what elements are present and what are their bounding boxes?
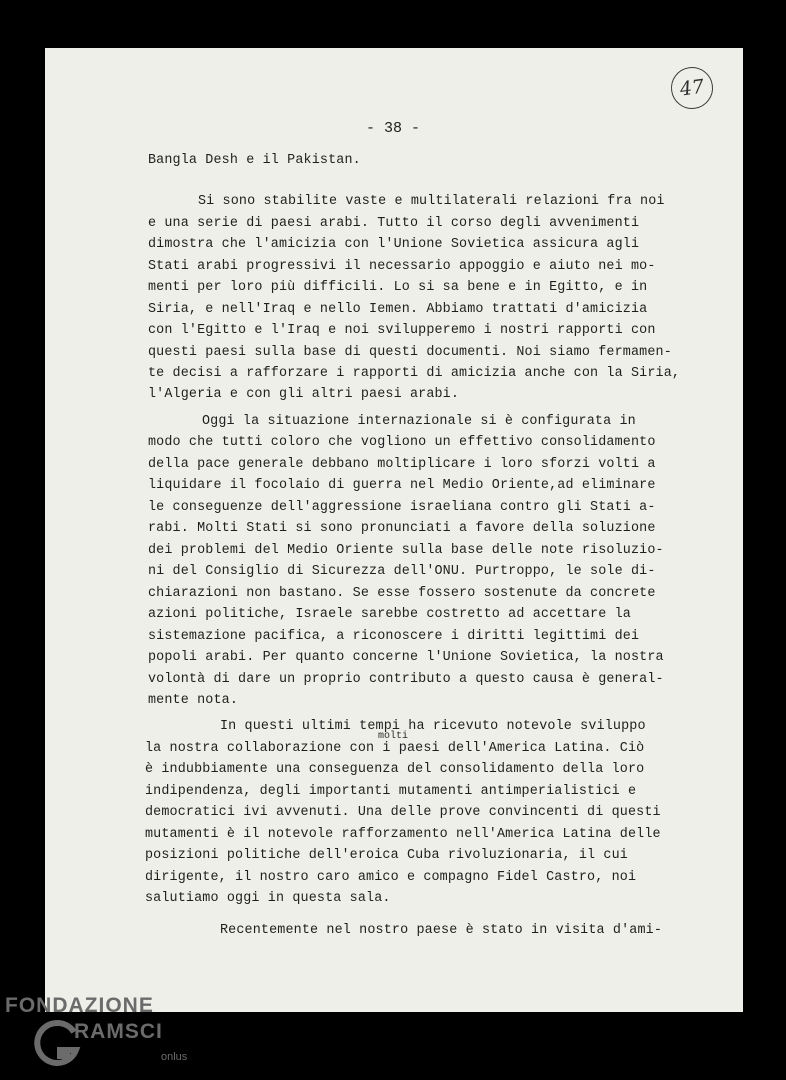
text-line: democratici ivi avvenuti. Una delle prove convincenti di questi	[145, 805, 661, 820]
text-line: In questi ultimi tempi ha ricevuto notevole sviluppo	[220, 719, 646, 734]
text-line: sistemazione pacifica, a riconoscere i diritti legittimi dei	[148, 629, 640, 644]
text-line: dirigente, il nostro caro amico e compagno Fidel Castro, noi	[145, 870, 637, 885]
watermark-line-2: RAMSCI	[74, 1020, 163, 1043]
text-line: dei problemi del Medio Oriente sulla base delle note risoluzio-	[148, 543, 664, 558]
text-line: Oggi la situazione internazionale si è configurata in	[202, 414, 636, 429]
text-line: Stati arabi progressivi il necessario appoggio e aiuto nei mo-	[148, 259, 656, 274]
page-number: - 38 -	[366, 120, 421, 137]
text-line: indipendenza, degli importanti mutamenti antimperialistici e	[145, 784, 637, 799]
text-line: liquidare il focolaio di guerra nel Medio Oriente,ad eliminare	[148, 478, 656, 493]
text-line: è indubbiamente una conseguenza del consolidamento della loro	[145, 762, 645, 777]
text-line: e una serie di paesi arabi. Tutto il corso degli avvenimenti	[148, 216, 640, 231]
text-line: modo che tutti coloro che vogliono un effettivo consolidamento	[148, 435, 656, 450]
text-line: Si sono stabilite vaste e multilaterali relazioni fra noi	[198, 194, 665, 209]
text-line: la nostra collaborazione con i paesi dell'America Latina. Ciò	[145, 741, 645, 756]
text-line: mutamenti è il notevole rafforzamento nell'America Latina delle	[145, 827, 661, 842]
text-line: posizioni politiche dell'eroica Cuba rivoluzionaria, il cui	[145, 848, 628, 863]
text-line: della pace generale debbano moltiplicare i loro sforzi volti a	[148, 457, 656, 472]
text-line: azioni politiche, Israele sarebbe costretto ad accettare la	[148, 607, 631, 622]
text-line: volontà di dare un proprio contributo a questo causa è general-	[148, 672, 664, 687]
watermark-subtitle: onlus	[161, 1051, 188, 1063]
text-line: chiarazioni non bastano. Se esse fossero sostenute da concrete	[148, 586, 656, 601]
text-line: le conseguenze dell'aggressione israeliana contro gli Stati a-	[148, 500, 656, 515]
text-line: ni del Consiglio di Sicurezza dell'ONU. Purtroppo, le sole di-	[148, 564, 656, 579]
text-line: questi paesi sulla base di questi documenti. Noi siamo fermamen-	[148, 345, 672, 360]
text-line: rabi. Molti Stati si sono pronunciati a favore della soluzione	[148, 521, 656, 536]
text-line: salutiamo oggi in questa sala.	[145, 891, 391, 906]
text-line: menti per loro più difficili. Lo si sa bene e in Egitto, e in	[148, 280, 648, 295]
text-line: popoli arabi. Per quanto concerne l'Unione Sovietica, la nostra	[148, 650, 664, 665]
text-line: Recentemente nel nostro paese è stato in visita d'ami-	[220, 923, 663, 938]
text-line: l'Algeria e con gli altri paesi arabi.	[148, 387, 460, 402]
text-line: Bangla Desh e il Pakistan.	[148, 153, 361, 168]
watermark-line-1: FONDAZIONE	[5, 994, 154, 1017]
text-line: Siria, e nell'Iraq e nello Iemen. Abbiamo trattati d'amicizia	[148, 302, 648, 317]
text-line: dimostra che l'amicizia con l'Unione Sovietica assicura agli	[148, 237, 640, 252]
handwritten-insertion: molti	[378, 731, 409, 742]
archive-number-stamp: 47	[668, 64, 715, 111]
text-line: con l'Egitto e l'Iraq e noi svilupperemo i nostri rapporti con	[148, 323, 656, 338]
text-line: te decisi a rafforzare i rapporti di amicizia anche con la Siria,	[148, 366, 681, 381]
text-line: mente nota.	[148, 693, 239, 708]
